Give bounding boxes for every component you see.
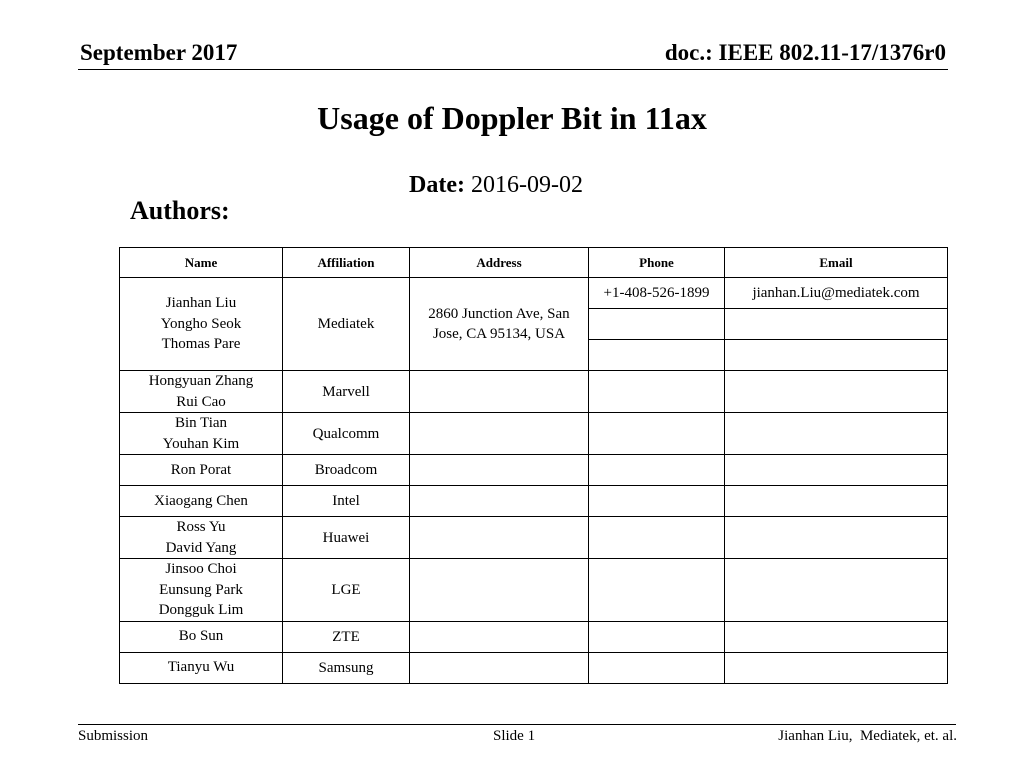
author-name: Dongguk Lim — [158, 602, 244, 618]
author-name: Ron Porat — [170, 461, 232, 478]
empty-cell — [589, 309, 725, 340]
col-header-email: Email — [725, 248, 948, 278]
col-header-address: Address — [410, 248, 589, 278]
table-row — [120, 621, 948, 652]
author-name: Hongyuan Zhang — [148, 373, 254, 389]
empty-cell — [589, 652, 725, 683]
empty-cell — [725, 413, 948, 455]
mediatek-address-cell: 2860 Junction Ave, San Jose, CA 95134, USA — [410, 278, 589, 371]
empty-cell — [589, 340, 725, 371]
name-cell — [120, 455, 283, 486]
col-header-phone: Phone — [589, 248, 725, 278]
footer-divider — [78, 724, 956, 725]
empty-cell — [725, 486, 948, 517]
table-row — [120, 517, 948, 559]
table-row — [120, 559, 948, 622]
table-row — [120, 455, 948, 486]
empty-cell — [410, 455, 589, 486]
footer-slide-number: Slide 1 — [493, 728, 536, 744]
date-label: Date: — [409, 172, 465, 198]
affiliation-cell: Qualcomm — [283, 413, 410, 455]
empty-cell — [410, 486, 589, 517]
name-cell — [120, 621, 283, 652]
empty-cell — [725, 309, 948, 340]
affiliation-cell: LGE — [283, 559, 410, 622]
header-divider — [78, 69, 948, 70]
col-header-affiliation: Affiliation — [283, 248, 410, 278]
mediatek-email-cell: jianhan.Liu@mediatek.com — [725, 278, 948, 309]
empty-cell — [725, 652, 948, 683]
name-cell — [120, 371, 283, 413]
empty-cell — [725, 621, 948, 652]
empty-cell — [725, 455, 948, 486]
empty-cell — [410, 517, 589, 559]
authors-table — [119, 247, 948, 684]
empty-cell — [410, 559, 589, 622]
footer-author: Jianhan Liu, Mediatek, et. al. — [778, 728, 957, 744]
author-name: Xiaogang Chen — [154, 492, 248, 509]
author-name: Eunsung Park — [159, 581, 243, 598]
author-name: Bin Tian — [174, 415, 228, 431]
mediatek-affiliation-cell: Mediatek — [283, 278, 410, 371]
authors-heading: Authors: — [130, 196, 230, 225]
table-row — [120, 652, 948, 683]
name-cell — [120, 559, 283, 622]
name-cell — [120, 652, 283, 683]
empty-cell — [410, 371, 589, 413]
author-name: David Yang — [165, 539, 237, 556]
author-name: Tianyu Wu — [167, 659, 235, 676]
author-name: Thomas Pare — [161, 336, 241, 353]
empty-cell — [589, 559, 725, 622]
name-cell — [120, 517, 283, 559]
empty-cell — [589, 621, 725, 652]
empty-cell — [589, 413, 725, 455]
author-name: Bo Sun — [178, 628, 224, 645]
table-row — [120, 278, 948, 309]
author-name: Jianhan Liu — [165, 295, 237, 312]
empty-cell — [410, 413, 589, 455]
author-name: Yongho Seok — [160, 315, 242, 332]
author-name: Youhan Kim — [162, 435, 240, 452]
author-name: Ross Yu — [176, 519, 226, 535]
empty-cell — [725, 517, 948, 559]
affiliation-cell: Samsung — [283, 652, 410, 683]
empty-cell — [589, 517, 725, 559]
affiliation-cell: Marvell — [283, 371, 410, 413]
empty-cell — [410, 652, 589, 683]
table-row — [120, 486, 948, 517]
empty-cell — [410, 621, 589, 652]
empty-cell — [725, 340, 948, 371]
name-cell — [120, 413, 283, 455]
affiliation-cell: Intel — [283, 486, 410, 517]
affiliation-cell: Broadcom — [283, 455, 410, 486]
slide-title: Usage of Doppler Bit in 11ax — [317, 100, 707, 136]
header-date: September 2017 — [80, 40, 238, 65]
name-cell — [120, 486, 283, 517]
date-line — [409, 172, 583, 199]
mediatek-names-cell — [120, 278, 283, 371]
affiliation-cell: ZTE — [283, 621, 410, 652]
footer-submission: Submission — [78, 728, 149, 744]
table-header-row — [120, 248, 948, 278]
table-row — [120, 413, 948, 455]
col-header-name: Name — [120, 248, 283, 278]
empty-cell — [725, 371, 948, 413]
empty-cell — [589, 371, 725, 413]
mediatek-phone-cell: +1-408-526-1899 — [589, 278, 725, 309]
affiliation-cell: Huawei — [283, 517, 410, 559]
table-row — [120, 371, 948, 413]
author-name: Rui Cao — [176, 393, 226, 410]
author-name: Jinsoo Choi — [165, 561, 237, 577]
empty-cell — [725, 559, 948, 622]
header-doc-id: doc.: IEEE 802.11-17/1376r0 — [664, 40, 946, 65]
date-value: 2016-09-02 — [470, 172, 583, 198]
empty-cell — [589, 455, 725, 486]
empty-cell — [589, 486, 725, 517]
